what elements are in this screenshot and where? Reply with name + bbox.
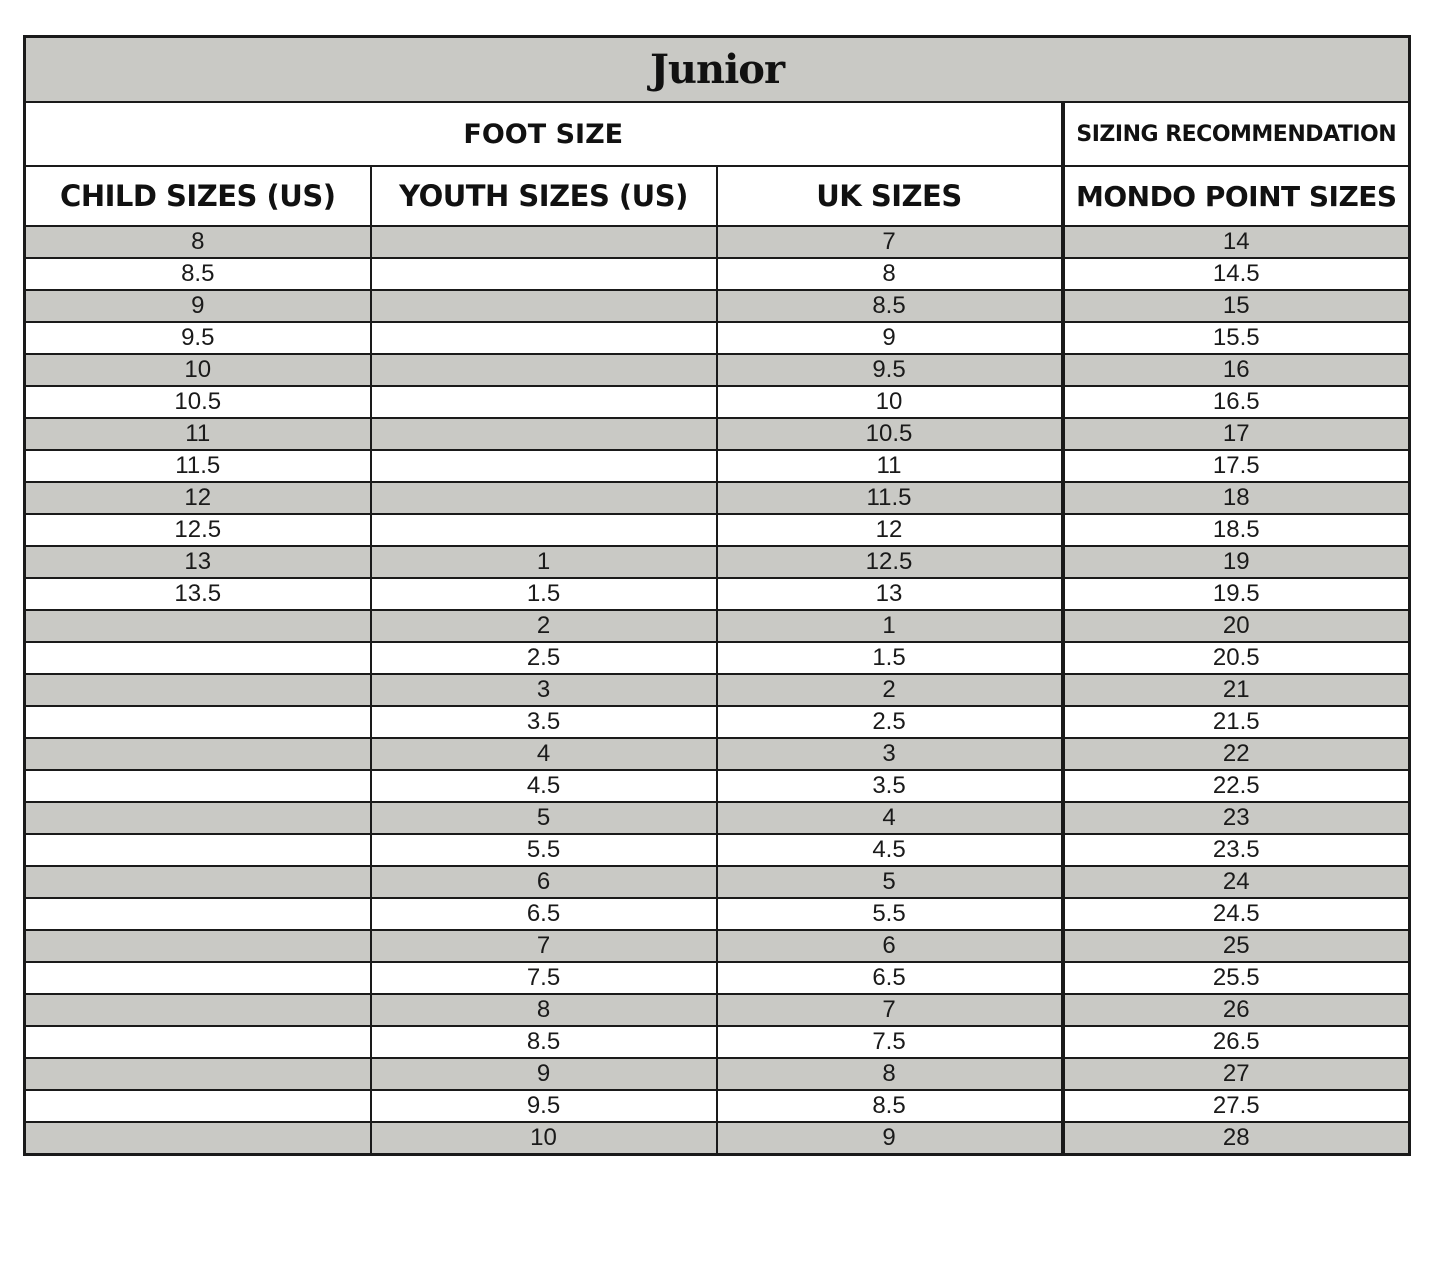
table-row bbox=[25, 1122, 1410, 1155]
mondo-point-cell: 14 bbox=[1063, 226, 1410, 258]
column-header-uk-sizes: UK SIZES bbox=[717, 166, 1063, 226]
youth-size-cell bbox=[371, 514, 717, 546]
child-size-cell: 9.5 bbox=[25, 322, 371, 354]
mondo-point-cell: 24.5 bbox=[1063, 898, 1410, 930]
mondo-point-cell: 26 bbox=[1063, 994, 1410, 1026]
youth-size-cell: 9 bbox=[371, 1058, 717, 1090]
uk-size-cell: 5 bbox=[717, 866, 1063, 898]
uk-size-cell: 10.5 bbox=[717, 418, 1063, 450]
child-size-cell bbox=[25, 1122, 371, 1155]
mondo-point-cell: 25.5 bbox=[1063, 962, 1410, 994]
table-row bbox=[25, 674, 1410, 706]
child-size-cell bbox=[25, 962, 371, 994]
youth-size-cell bbox=[371, 258, 717, 290]
mondo-point-cell: 18 bbox=[1063, 482, 1410, 514]
child-size-cell bbox=[25, 770, 371, 802]
child-size-cell bbox=[25, 738, 371, 770]
table-row bbox=[25, 866, 1410, 898]
youth-size-cell: 7.5 bbox=[371, 962, 717, 994]
youth-size-cell bbox=[371, 290, 717, 322]
uk-size-cell: 8.5 bbox=[717, 290, 1063, 322]
youth-size-cell: 8 bbox=[371, 994, 717, 1026]
youth-size-cell bbox=[371, 418, 717, 450]
youth-size-cell: 10 bbox=[371, 1122, 717, 1155]
column-header-child-sizes: CHILD SIZES (US) bbox=[25, 166, 371, 226]
mondo-point-cell: 24 bbox=[1063, 866, 1410, 898]
mondo-point-cell: 21 bbox=[1063, 674, 1410, 706]
uk-size-cell: 7 bbox=[717, 994, 1063, 1026]
uk-size-cell: 8 bbox=[717, 1058, 1063, 1090]
child-size-cell bbox=[25, 802, 371, 834]
table-row bbox=[25, 578, 1410, 610]
child-size-cell bbox=[25, 1090, 371, 1122]
mondo-point-cell: 16 bbox=[1063, 354, 1410, 386]
sizing-recommendation-group-header: SIZING RECOMMENDATION bbox=[1063, 102, 1410, 166]
table-row bbox=[25, 290, 1410, 322]
uk-size-cell: 10 bbox=[717, 386, 1063, 418]
foot-size-group-header: FOOT SIZE bbox=[25, 102, 1063, 166]
child-size-cell bbox=[25, 1058, 371, 1090]
mondo-point-cell: 22 bbox=[1063, 738, 1410, 770]
mondo-point-cell: 25 bbox=[1063, 930, 1410, 962]
uk-size-cell: 3.5 bbox=[717, 770, 1063, 802]
child-size-cell bbox=[25, 898, 371, 930]
mondo-point-cell: 17 bbox=[1063, 418, 1410, 450]
table-row bbox=[25, 930, 1410, 962]
junior-size-chart bbox=[23, 35, 1411, 1156]
table-row bbox=[25, 258, 1410, 290]
uk-size-cell: 5.5 bbox=[717, 898, 1063, 930]
table-row bbox=[25, 1090, 1410, 1122]
youth-size-cell: 3 bbox=[371, 674, 717, 706]
child-size-cell: 13.5 bbox=[25, 578, 371, 610]
uk-size-cell: 3 bbox=[717, 738, 1063, 770]
uk-size-cell: 12.5 bbox=[717, 546, 1063, 578]
table-row bbox=[25, 706, 1410, 738]
table-row bbox=[25, 770, 1410, 802]
table-row bbox=[25, 386, 1410, 418]
mondo-point-cell: 27 bbox=[1063, 1058, 1410, 1090]
child-size-cell: 10 bbox=[25, 354, 371, 386]
mondo-point-cell: 28 bbox=[1063, 1122, 1410, 1155]
child-size-cell: 11.5 bbox=[25, 450, 371, 482]
youth-size-cell: 2.5 bbox=[371, 642, 717, 674]
table-row bbox=[25, 354, 1410, 386]
mondo-point-cell: 14.5 bbox=[1063, 258, 1410, 290]
mondo-point-cell: 20 bbox=[1063, 610, 1410, 642]
mondo-point-cell: 19 bbox=[1063, 546, 1410, 578]
youth-size-cell: 6 bbox=[371, 866, 717, 898]
table-row bbox=[25, 1026, 1410, 1058]
uk-size-cell: 6.5 bbox=[717, 962, 1063, 994]
uk-size-cell: 9 bbox=[717, 322, 1063, 354]
child-size-cell bbox=[25, 994, 371, 1026]
mondo-point-cell: 23 bbox=[1063, 802, 1410, 834]
uk-size-cell: 7 bbox=[717, 226, 1063, 258]
table-row bbox=[25, 226, 1410, 258]
youth-size-cell: 1 bbox=[371, 546, 717, 578]
mondo-point-cell: 20.5 bbox=[1063, 642, 1410, 674]
title-row bbox=[25, 37, 1410, 103]
youth-size-cell: 7 bbox=[371, 930, 717, 962]
uk-size-cell: 2 bbox=[717, 674, 1063, 706]
child-size-cell bbox=[25, 610, 371, 642]
youth-size-cell bbox=[371, 450, 717, 482]
table-row bbox=[25, 738, 1410, 770]
youth-size-cell bbox=[371, 386, 717, 418]
uk-size-cell: 11 bbox=[717, 450, 1063, 482]
child-size-cell: 13 bbox=[25, 546, 371, 578]
youth-size-cell: 9.5 bbox=[371, 1090, 717, 1122]
child-size-cell: 12 bbox=[25, 482, 371, 514]
child-size-cell: 8 bbox=[25, 226, 371, 258]
column-header-youth-sizes: YOUTH SIZES (US) bbox=[371, 166, 717, 226]
table-row bbox=[25, 514, 1410, 546]
child-size-cell bbox=[25, 866, 371, 898]
mondo-point-cell: 15 bbox=[1063, 290, 1410, 322]
table-row bbox=[25, 898, 1410, 930]
uk-size-cell: 8 bbox=[717, 258, 1063, 290]
uk-size-cell: 6 bbox=[717, 930, 1063, 962]
column-header-mondo-point-sizes: MONDO POINT SIZES bbox=[1063, 166, 1410, 226]
uk-size-cell: 1.5 bbox=[717, 642, 1063, 674]
uk-size-cell: 4.5 bbox=[717, 834, 1063, 866]
child-size-cell bbox=[25, 642, 371, 674]
youth-size-cell: 2 bbox=[371, 610, 717, 642]
table-row bbox=[25, 322, 1410, 354]
table-row bbox=[25, 642, 1410, 674]
youth-size-cell: 3.5 bbox=[371, 706, 717, 738]
uk-size-cell: 13 bbox=[717, 578, 1063, 610]
youth-size-cell bbox=[371, 322, 717, 354]
table-row bbox=[25, 962, 1410, 994]
mondo-point-cell: 21.5 bbox=[1063, 706, 1410, 738]
uk-size-cell: 9 bbox=[717, 1122, 1063, 1155]
uk-size-cell: 2.5 bbox=[717, 706, 1063, 738]
group-header-row bbox=[25, 102, 1410, 166]
uk-size-cell: 1 bbox=[717, 610, 1063, 642]
child-size-cell: 11 bbox=[25, 418, 371, 450]
uk-size-cell: 7.5 bbox=[717, 1026, 1063, 1058]
youth-size-cell bbox=[371, 482, 717, 514]
table-row bbox=[25, 834, 1410, 866]
mondo-point-cell: 18.5 bbox=[1063, 514, 1410, 546]
youth-size-cell: 5.5 bbox=[371, 834, 717, 866]
child-size-cell bbox=[25, 834, 371, 866]
child-size-cell bbox=[25, 930, 371, 962]
table-row bbox=[25, 802, 1410, 834]
mondo-point-cell: 17.5 bbox=[1063, 450, 1410, 482]
table-row bbox=[25, 610, 1410, 642]
uk-size-cell: 4 bbox=[717, 802, 1063, 834]
uk-size-cell: 9.5 bbox=[717, 354, 1063, 386]
mondo-point-cell: 27.5 bbox=[1063, 1090, 1410, 1122]
child-size-cell: 12.5 bbox=[25, 514, 371, 546]
child-size-cell bbox=[25, 674, 371, 706]
child-size-cell bbox=[25, 1026, 371, 1058]
youth-size-cell: 5 bbox=[371, 802, 717, 834]
mondo-point-cell: 15.5 bbox=[1063, 322, 1410, 354]
child-size-cell: 8.5 bbox=[25, 258, 371, 290]
child-size-cell: 9 bbox=[25, 290, 371, 322]
youth-size-cell: 1.5 bbox=[371, 578, 717, 610]
youth-size-cell bbox=[371, 354, 717, 386]
youth-size-cell: 6.5 bbox=[371, 898, 717, 930]
table-row bbox=[25, 482, 1410, 514]
uk-size-cell: 12 bbox=[717, 514, 1063, 546]
mondo-point-cell: 22.5 bbox=[1063, 770, 1410, 802]
mondo-point-cell: 26.5 bbox=[1063, 1026, 1410, 1058]
youth-size-cell: 4 bbox=[371, 738, 717, 770]
table-row bbox=[25, 546, 1410, 578]
mondo-point-cell: 23.5 bbox=[1063, 834, 1410, 866]
mondo-point-cell: 19.5 bbox=[1063, 578, 1410, 610]
table-row bbox=[25, 418, 1410, 450]
youth-size-cell: 8.5 bbox=[371, 1026, 717, 1058]
table-row bbox=[25, 450, 1410, 482]
youth-size-cell bbox=[371, 226, 717, 258]
size-chart-body bbox=[25, 37, 1410, 1155]
uk-size-cell: 8.5 bbox=[717, 1090, 1063, 1122]
chart-title: Junior bbox=[25, 37, 1410, 103]
youth-size-cell: 4.5 bbox=[371, 770, 717, 802]
table-row bbox=[25, 994, 1410, 1026]
mondo-point-cell: 16.5 bbox=[1063, 386, 1410, 418]
table-row bbox=[25, 1058, 1410, 1090]
child-size-cell: 10.5 bbox=[25, 386, 371, 418]
uk-size-cell: 11.5 bbox=[717, 482, 1063, 514]
column-header-row bbox=[25, 166, 1410, 226]
child-size-cell bbox=[25, 706, 371, 738]
